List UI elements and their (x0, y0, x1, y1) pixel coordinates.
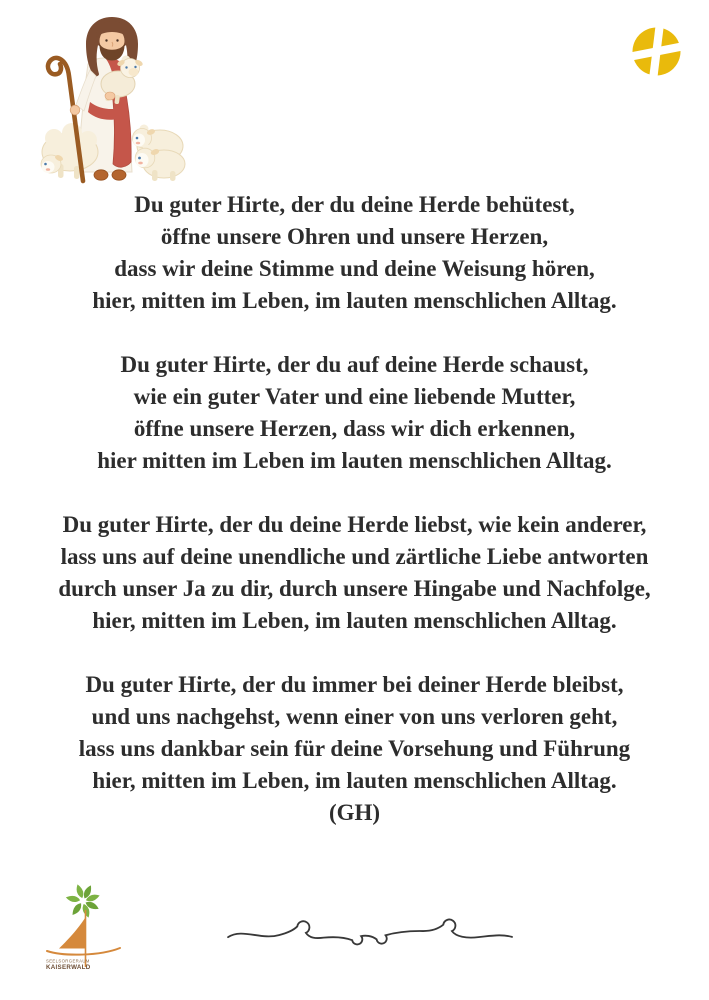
squiggle-divider-icon (224, 906, 514, 952)
prayer-line: Du guter Hirte, der du deine Herde liebst, wie kein anderer, (62, 512, 647, 537)
prayer-line: lass uns dankbar sein für deine Vorsehung und Führung (78, 736, 631, 761)
prayer-line: Du guter Hirte, der du deine Herde behütest, (134, 192, 575, 217)
prayer-line: Du guter Hirte, der du auf deine Herde schaust, (120, 352, 589, 377)
prayer-line: öffne unsere Herzen, dass wir dich erkennen, (133, 416, 576, 441)
prayer-line: hier, mitten im Leben, im lauten menschlichen Alltag. (92, 288, 617, 313)
stanza-2 (0, 349, 709, 477)
stanza-1 (0, 189, 709, 317)
prayer-line: hier, mitten im Leben, im lauten menschlichen Alltag. (92, 608, 617, 633)
prayer-line: lass uns auf deine unendliche und zärtliche Liebe antworten (60, 544, 649, 569)
prayer-line: und uns nachgehst, wenn einer von uns verloren geht, (91, 704, 618, 729)
stanza-3 (0, 509, 709, 637)
tree-cross-logo-icon (42, 874, 126, 978)
prayer-line: dass wir deine Stimme und deine Weisung hören, (114, 256, 595, 281)
prayer-line: wie ein guter Vater und eine liebende Mutter, (133, 384, 576, 409)
good-shepherd-with-sheep-icon (38, 12, 186, 184)
prayer-text (0, 189, 709, 829)
author-initials: (GH) (328, 800, 381, 825)
prayer-line: Du guter Hirte, der du immer bei deiner Herde bleibst, (85, 672, 624, 697)
prayer-line: durch unser Ja zu dir, durch unsere Hingabe und Nachfolge, (58, 576, 651, 601)
prayer-line: hier, mitten im Leben, im lauten menschlichen Alltag. (92, 768, 617, 793)
logo-leaves (65, 883, 100, 918)
cross-in-circle-icon (632, 27, 681, 76)
prayer-line: hier mitten im Leben im lauten menschlichen Alltag. (97, 448, 612, 473)
stanza-4 (0, 669, 709, 797)
org-name-line2: KAISERWALD (46, 964, 91, 971)
org-name-line1: SEELSORGERAUM (46, 958, 90, 964)
prayer-line: öffne unsere Ohren und unsere Herzen, (160, 224, 549, 249)
